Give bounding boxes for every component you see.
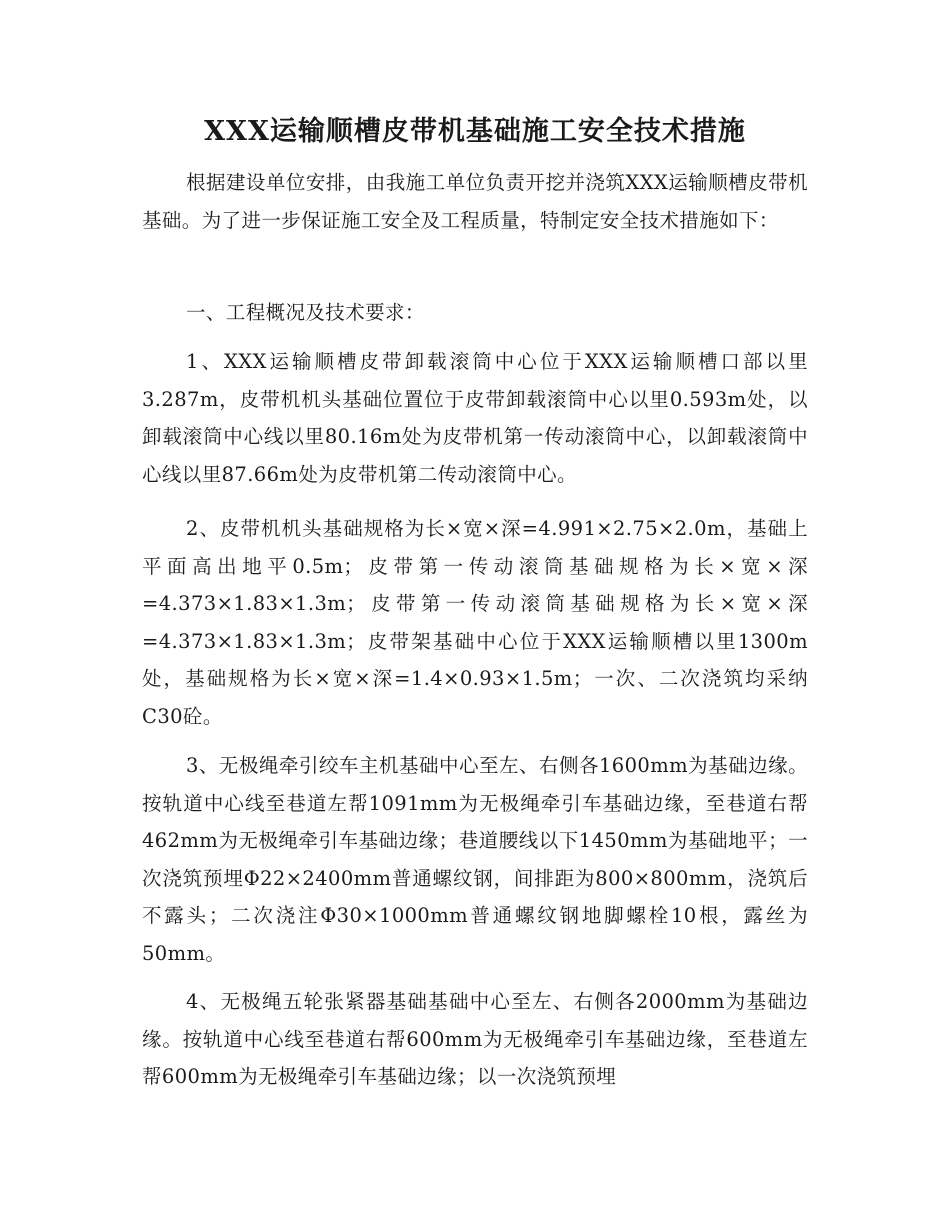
requirement-item-3: 3、无极绳牵引绞车主机基础中心至左、右侧各1600mm为基础边缘。按轨道中心线至巷道左帮1091mm为无极绳牵引车基础边缘，至巷道右帮462mm为无极绳牵引车基础边缘；巷道腰线以下1450mm为基础地平；一次浇筑预埋Φ22×2400mm普通螺纹钢，间排距为800×800mm，浇筑后不露头；二次浇注Φ30×1000mm普通螺纹钢地脚螺栓10根，露丝为50mm。 <box>142 754 808 965</box>
intro-paragraph: 根据建设单位安排，由我施工单位负责开挖并浇筑XXX运输顺槽皮带机基础。为了进一步保证施工安全及工程质量，特制定安全技术措施如下： <box>142 171 808 232</box>
requirement-item-2: 2、皮带机机头基础规格为长×宽×深=4.991×2.75×2.0m，基础上平面高出地平0.5m；皮带第一传动滚筒基础规格为长×宽×深=4.373×1.83×1.3m；皮带第一传动滚筒基础规格为长×宽×深=4.373×1.83×1.3m；皮带架基础中心位于XXX运输顺槽以里1300m处，基础规格为长×宽×深=1.4×0.93×1.5m；一次、二次浇筑均采纳C30砼。 <box>142 517 808 728</box>
document-title: XXX运输顺槽皮带机基础施工安全技术措施 <box>204 116 746 147</box>
section-heading: 一、工程概况及技术要求： <box>186 301 425 324</box>
requirement-item-1: 1、XXX运输顺槽皮带卸载滚筒中心位于XXX运输顺槽口部以里3.287m，皮带机机头基础位置位于皮带卸载滚筒中心以里0.593m处，以卸载滚筒中心线以里80.16m处为皮带机第一传动滚筒中心，以卸载滚筒中心线以里87.66m处为皮带机第二传动滚筒中心。 <box>142 350 808 486</box>
requirement-item-4: 4、无极绳五轮张紧器基础基础中心至左、右侧各2000mm为基础边缘。按轨道中心线至巷道右帮600mm为无极绳牵引车基础边缘，至巷道左帮600mm为无极绳牵引车基础边缘；以一次浇筑预埋 <box>142 990 808 1088</box>
